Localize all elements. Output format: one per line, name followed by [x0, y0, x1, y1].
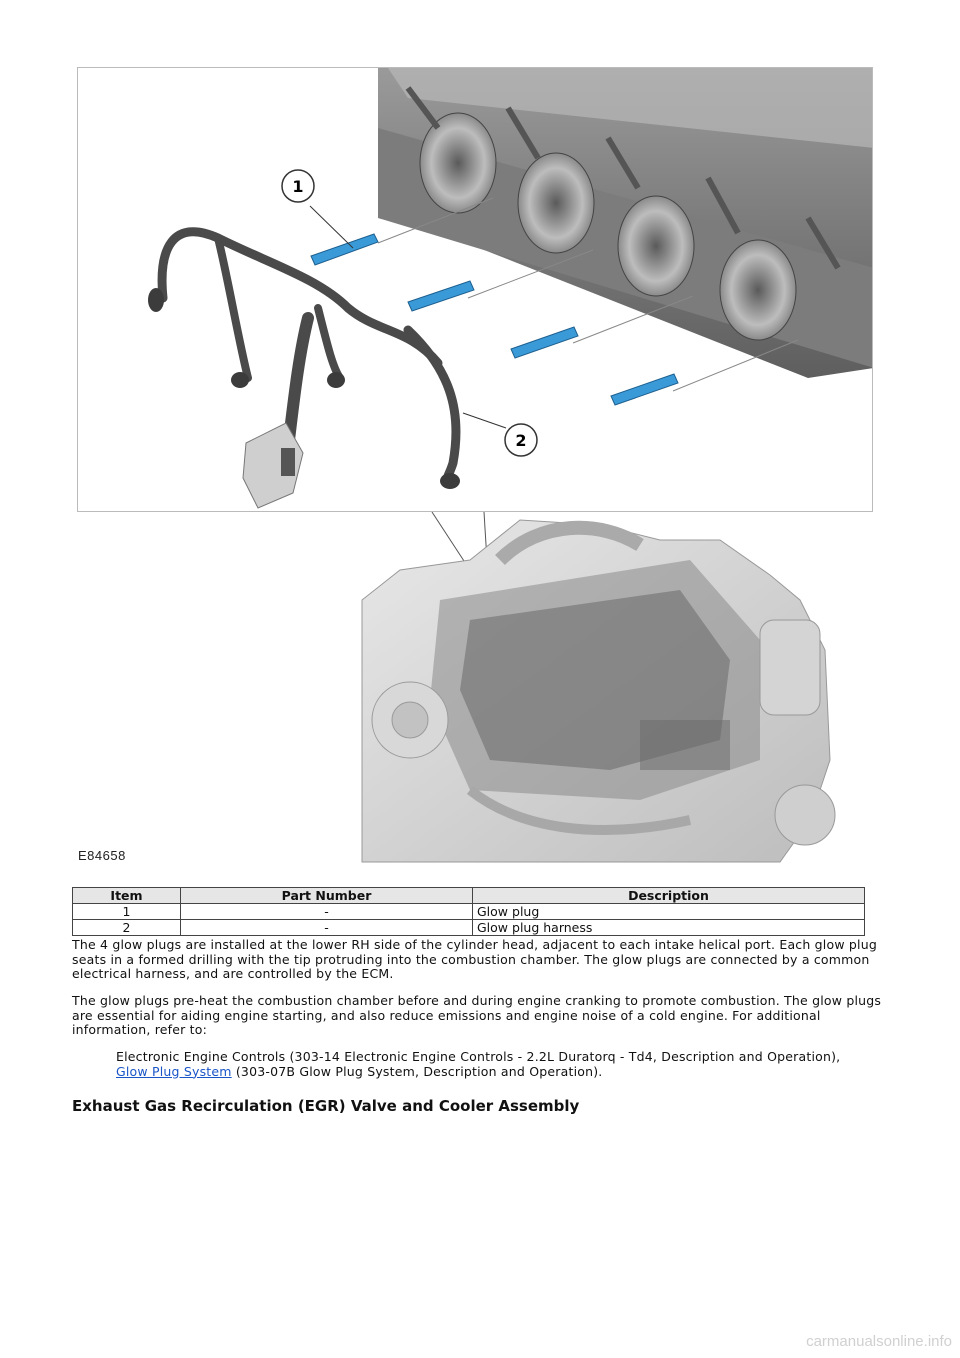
reference-suffix: (303-07B Glow Plug System, Description and Operation).: [231, 1063, 603, 1079]
callout-1: [282, 170, 314, 202]
glow-plug-4: [611, 374, 678, 405]
reference-prefix: Electronic Engine Controls (303-14 Electronic Engine Controls - 2.2L Duratorq - Td4, Description and Operation),: [116, 1049, 841, 1064]
cylinder-head-detail-illustration: [78, 68, 873, 512]
glow-plug-3: [511, 327, 578, 358]
cell-item: 1: [73, 904, 181, 920]
header-description: Description: [473, 888, 865, 904]
table-row: [73, 904, 865, 920]
svg-text:2: 2: [515, 431, 527, 450]
svg-text:1: 1: [292, 177, 304, 196]
glow-plug-1: [311, 234, 378, 265]
header-item: Item: [73, 888, 181, 904]
header-part-number: Part Number: [181, 888, 473, 904]
detail-view-box: [77, 67, 873, 512]
cell-part-number: -: [181, 920, 473, 936]
paragraph-glow-plug-function: The glow plugs pre-heat the combustion chamber before and during engine cranking to promote combustion. The glow plugs are essential for aiding engine starting, and also reduce emissions and engine noise of a cold engine. For additional information, refer to:: [72, 993, 882, 1037]
table-header-row: [73, 888, 865, 904]
glow-plug-2: [408, 281, 474, 311]
parts-table: [72, 887, 865, 936]
figure-code: E84658: [78, 848, 126, 863]
callout-2: [505, 424, 537, 456]
table-row: [73, 920, 865, 936]
cell-part-number: -: [181, 904, 473, 920]
section-heading: Exhaust Gas Recirculation (EGR) Valve and Cooler Assembly: [72, 1097, 580, 1115]
watermark: carmanualsonline.info: [806, 1333, 952, 1350]
reference-paragraph: [116, 1050, 896, 1079]
glow-plug-system-link[interactable]: Glow Plug System: [116, 1063, 232, 1079]
cell-description: Glow plug harness: [473, 920, 865, 936]
paragraph-glow-plug-location: The 4 glow plugs are installed at the lower RH side of the cylinder head, adjacent to each intake helical port. Each glow plug seats in a formed drilling with the tip protruding into the combustion chamber. The glow plugs are connected by a common electrical harness, and are controlled by the ECM.: [72, 937, 877, 981]
cell-item: 2: [73, 920, 181, 936]
glow-plug-harness: [162, 232, 456, 480]
cell-description: Glow plug: [473, 904, 865, 920]
